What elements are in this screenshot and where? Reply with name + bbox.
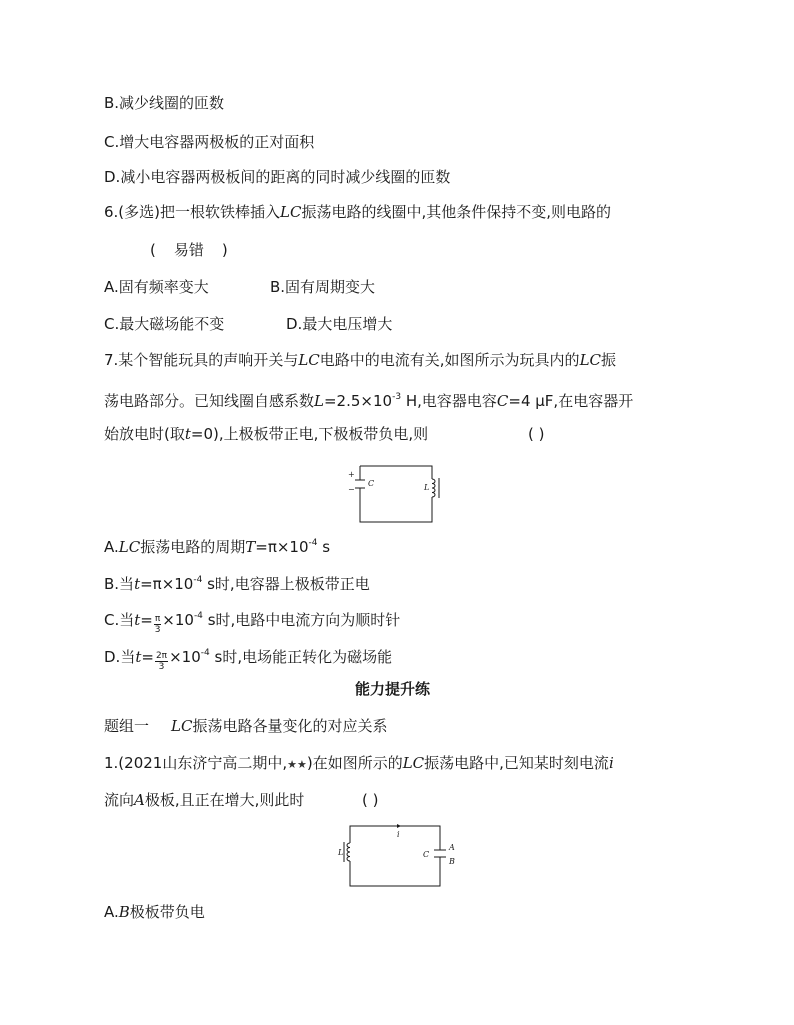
q7-b-val: =π×10 <box>140 575 194 593</box>
q7-d-fraction <box>155 651 168 672</box>
difficulty-stars: ★★ <box>287 758 307 771</box>
q7-l2-eq1: =2.5×10 <box>323 392 393 410</box>
p1-a-post: 极板带负电 <box>129 903 205 921</box>
inductor1-coil <box>432 479 435 497</box>
q6-option-d: D.最大电压增大 <box>286 315 393 333</box>
q6-option-a: A.固有频率变大 <box>104 278 209 296</box>
question-7-line-1 <box>104 350 616 370</box>
q7-b-pre: B.当 <box>104 575 135 593</box>
q7-b-t: t <box>134 575 141 593</box>
group-label: 题组一 <box>104 717 150 735</box>
q7-b-post: s时,电容器上极板带正电 <box>202 575 370 593</box>
q7-c-t: t <box>134 611 141 629</box>
p1-l2-post: 极板,且正在增大,则此时 <box>144 791 305 809</box>
p1-a-B: B <box>118 903 130 921</box>
q6-paren-right: ) <box>221 241 228 259</box>
option-b: B.减少线圈的匝数 <box>104 94 225 112</box>
problem-1-answer-paren: ( ) <box>362 791 379 809</box>
circuit1-bottom-wire <box>360 488 432 522</box>
q7-d-den: 3 <box>158 662 165 672</box>
question-7-line-2 <box>104 387 633 411</box>
q7-option-a <box>104 533 330 557</box>
p1-l2-A: A <box>134 791 145 809</box>
question-7-answer-paren: ( ) <box>528 425 545 443</box>
q7-l1-lc2: LC <box>579 351 602 369</box>
q7-l2-exp1: -3 <box>392 392 402 402</box>
circuit2-bottom-wire <box>350 857 440 886</box>
q7-c-post: s时,电路中电流方向为顺时针 <box>202 611 401 629</box>
question-group-heading <box>104 716 387 736</box>
q7-b-exp: -4 <box>193 575 203 585</box>
q7-l3-pre: 始放电时(取 <box>104 425 185 443</box>
problem-1-option-a <box>104 902 205 922</box>
q7-l1-mid: 电路中的电流有关,如图所示为玩具内的 <box>319 351 580 369</box>
p1-a-pre: A. <box>104 903 119 921</box>
q7-option-b <box>104 570 370 594</box>
q7-l3-post: =0),上极板带正电,下极板带负电,则 <box>190 425 429 443</box>
q7-c-num: π <box>154 614 161 624</box>
capacitor1-plus-sign: + <box>348 470 355 479</box>
p1-l1-mid: )在如图所示的 <box>306 754 403 772</box>
q7-l2-C: C <box>496 392 509 410</box>
current-arrow <box>397 824 401 828</box>
capacitor2-label: C <box>423 850 430 859</box>
q7-l2-mid: H,电容器电容 <box>401 392 497 410</box>
lc-circuit-diagram-2 <box>335 822 460 892</box>
q7-a-val: =π×10 <box>255 538 309 556</box>
q7-a-T: T <box>245 538 256 556</box>
problem-1-line-2 <box>104 790 304 810</box>
p1-l1-pre: 1.(2021山东济宁高二期中, <box>104 754 288 772</box>
inductor2-coil <box>347 843 350 861</box>
q7-a-exp: -4 <box>308 538 318 548</box>
q7-a-mid: 振荡电路的周期 <box>140 538 246 556</box>
q6-text-pre: 6.(多选)把一根软铁棒插入 <box>104 203 281 221</box>
option-d: D.减小电容器两极板间的距离的同时减少线圈的匝数 <box>104 168 451 186</box>
q7-d-exp: -4 <box>200 648 210 658</box>
p1-l1-i: i <box>608 754 614 772</box>
q7-a-pre: A. <box>104 538 119 556</box>
q7-l3-t: t <box>184 425 191 443</box>
q7-c-fraction <box>154 614 161 635</box>
q7-c-eq: = <box>140 611 153 629</box>
question-6-tag <box>150 240 228 260</box>
circuit1-top-wire <box>360 466 432 479</box>
q7-d-val: ×10 <box>169 648 201 666</box>
q7-l2-L: L <box>314 392 324 410</box>
q7-d-num: 2π <box>155 651 168 661</box>
plate-a-label: A <box>449 843 455 852</box>
question-6-stem <box>104 202 611 222</box>
q7-a-unit: s <box>317 538 331 556</box>
p1-l1-mid2: 振荡电路中,已知某时刻电流 <box>424 754 609 772</box>
inductor1-label: L <box>424 483 430 492</box>
group-title: 振荡电路各量变化的对应关系 <box>192 717 388 735</box>
q6-text-post: 振荡电路的线圈中,其他条件保持不变,则电路的 <box>301 203 612 221</box>
p1-l2-pre: 流向 <box>104 791 135 809</box>
q7-c-pre: C.当 <box>104 611 135 629</box>
capacitor1-minus-sign: − <box>348 485 355 494</box>
q7-d-t: t <box>135 648 142 666</box>
q7-l1-post: 振 <box>601 351 617 369</box>
q6-option-b: B.固有周期变大 <box>270 278 376 296</box>
p1-l1-lc: LC <box>402 754 425 772</box>
q7-a-lc: LC <box>118 538 141 556</box>
circuit2-top-wire <box>350 826 440 850</box>
current-label: i <box>397 830 400 839</box>
error-prone-tag: 易错 <box>173 241 204 259</box>
q7-c-den: 3 <box>154 625 161 635</box>
section-title: 能力提升练 <box>355 680 431 698</box>
capacitor1-label: C <box>368 479 375 488</box>
q7-c-val: ×10 <box>162 611 194 629</box>
q7-l1-lc1: LC <box>298 351 320 369</box>
q7-l2-pre: 荡电路部分。已知线圈自感系数 <box>104 392 315 410</box>
q7-option-d <box>104 643 392 672</box>
q7-l1-pre: 7.某个智能玩具的声响开关与 <box>104 351 299 369</box>
q7-d-pre: D.当 <box>104 648 136 666</box>
q6-paren-left: ( <box>150 241 156 259</box>
group-lc: LC <box>171 717 193 735</box>
q7-d-eq: = <box>141 648 154 666</box>
option-c: C.增大电容器两极板的正对面积 <box>104 133 315 151</box>
question-7-line-3 <box>104 424 428 444</box>
q7-option-c <box>104 606 400 635</box>
inductor2-label: L <box>338 848 344 857</box>
problem-1-line-1 <box>104 753 614 775</box>
q6-lc: LC <box>280 203 302 221</box>
q6-option-c: C.最大磁场能不变 <box>104 315 225 333</box>
q7-d-post: s时,电场能正转化为磁场能 <box>209 648 393 666</box>
plate-b-label: B <box>449 857 455 866</box>
lc-circuit-diagram-1 <box>340 460 450 530</box>
q7-c-exp: -4 <box>193 611 203 621</box>
q7-l2-eq2: =4 μF,在电容器开 <box>508 392 634 410</box>
